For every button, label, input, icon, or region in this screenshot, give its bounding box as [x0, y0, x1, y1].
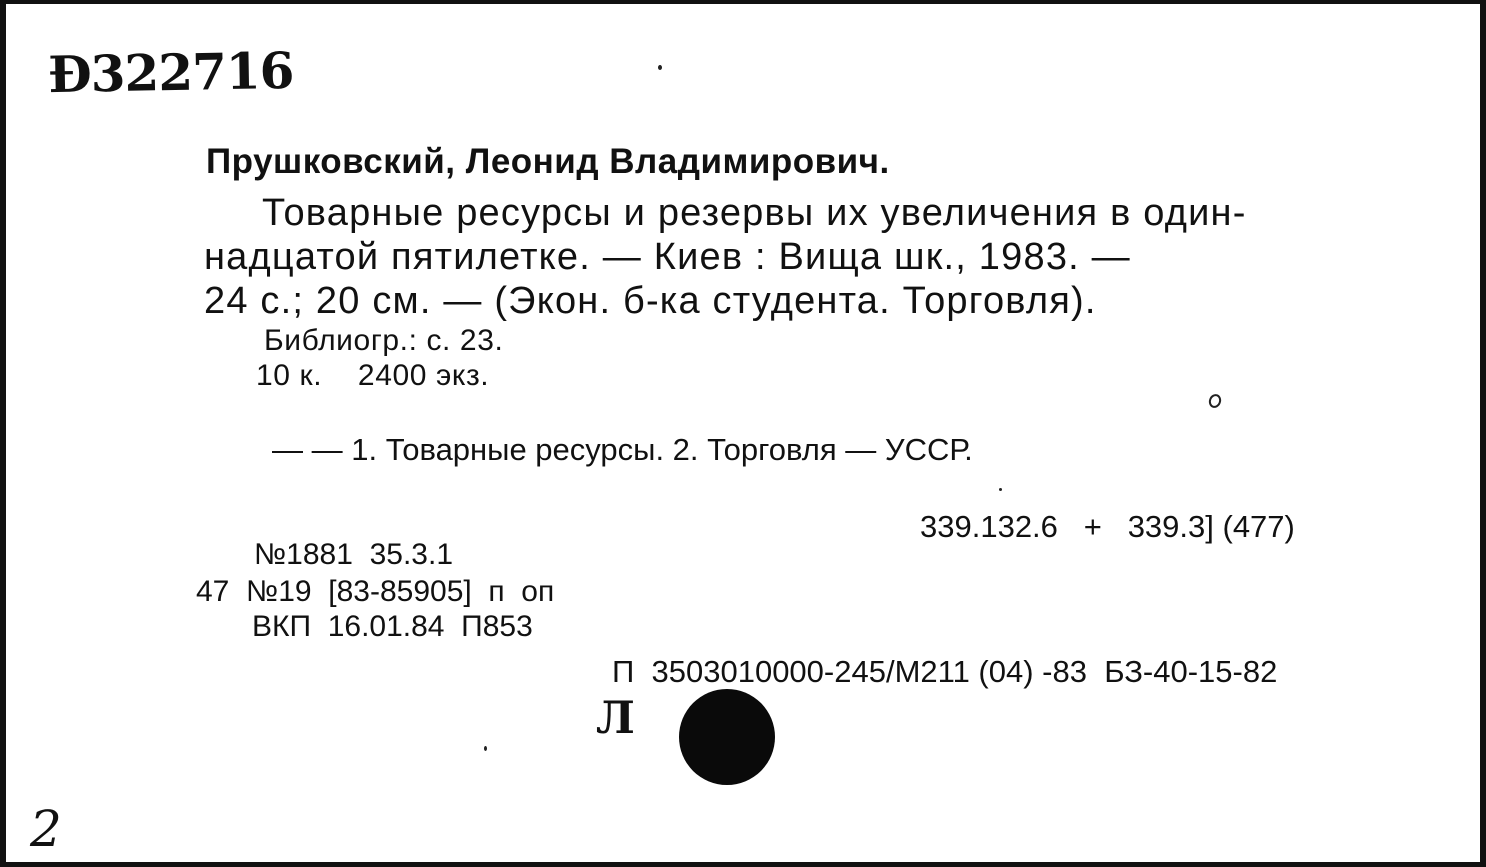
catalog-line-2: 47 №19 [83-85905] п оп: [196, 575, 555, 608]
call-number: Ð322716: [47, 40, 294, 105]
title-line-3: 24 с.; 20 см. — (Экон. б-ка студента. Торговля).: [204, 280, 1097, 322]
publication-code: П 3503010000-245/М211 (04) -83 БЗ-40-15-82: [612, 654, 1278, 689]
catalog-line-1: №1881 35.3.1: [254, 538, 453, 571]
title-line-1: Товарные ресурсы и резервы их увеличения в один-: [262, 192, 1247, 234]
catalog-line-3: ВКП 16.01.84 П853: [252, 610, 533, 643]
udc-classification: 339.132.6 + 339.3] (477): [920, 509, 1295, 544]
mark-letter: Л: [596, 693, 635, 744]
speck-mark: [484, 746, 487, 751]
bibliography-note: Библиогр.: с. 23.: [264, 324, 504, 357]
small-ring-mark: [1207, 392, 1223, 409]
speck-mark: [658, 65, 662, 70]
author-name: Прушковский, Леонид Владимирович.: [206, 142, 890, 181]
price-copies: 10 к. 2400 экз.: [256, 359, 490, 392]
subject-headings: — — 1. Товарные ресурсы. 2. Торговля — УССР.: [272, 432, 973, 467]
handwritten-number: 2: [30, 800, 62, 858]
speck-mark: [999, 488, 1002, 491]
black-dot-mark: [679, 689, 775, 785]
title-line-2: надцатой пятилетке. — Киев : Вища шк., 1983. —: [204, 236, 1131, 278]
